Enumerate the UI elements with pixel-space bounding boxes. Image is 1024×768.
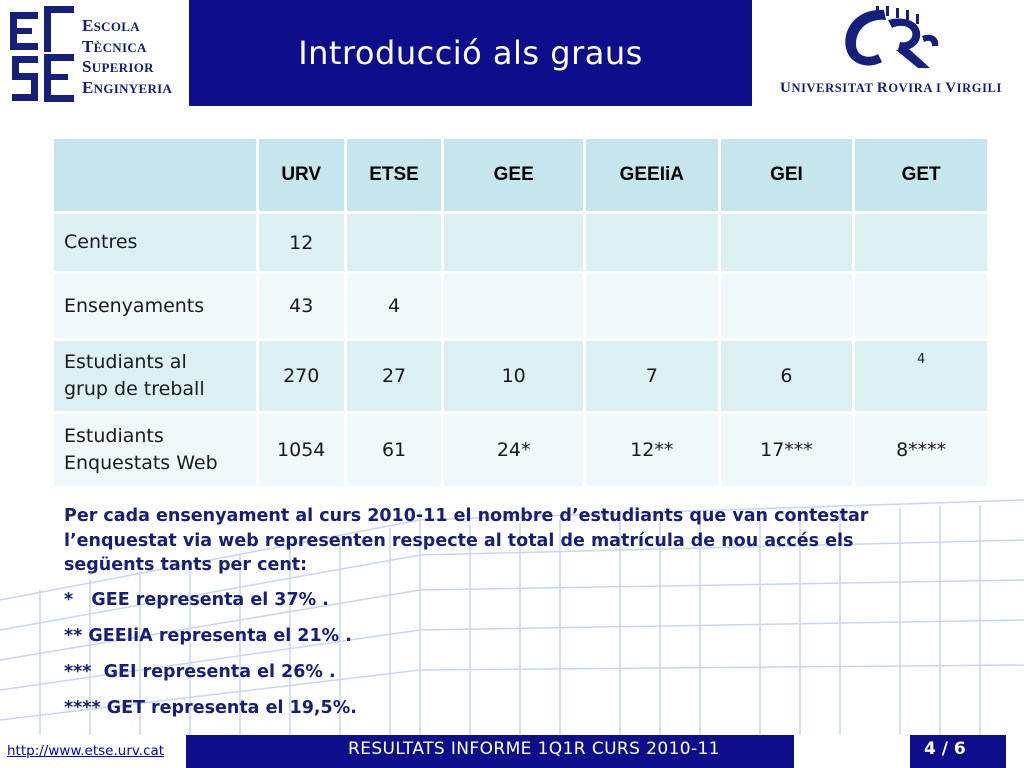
table-cell: 7	[586, 341, 718, 411]
row-label: Ensenyaments	[54, 274, 256, 338]
school-line-4: ENGINYERIA	[82, 77, 173, 97]
intro-line: l’enquestat via web representen respecte al total de matrícula de nou accés els	[64, 530, 854, 551]
slide-title-text: Introducció als graus	[298, 34, 643, 72]
table-cell: 27	[347, 341, 442, 411]
table-cell	[586, 214, 718, 271]
table-row-estudiants-web	[54, 414, 987, 486]
table-cell: 61	[347, 414, 442, 486]
header-geeiia: GEEIiA	[586, 139, 718, 211]
table-cell	[586, 274, 718, 338]
intro-line: Per cada ensenyament al curs 2010-11 el nombre d’estudiants que van contestar	[64, 506, 869, 526]
table-cell: 24*	[444, 414, 583, 486]
notes-section	[64, 504, 964, 732]
header-get: GET	[855, 139, 987, 211]
table-cell	[721, 274, 853, 338]
slide-footer	[0, 735, 1024, 768]
school-line-2: TÈCNICA	[82, 36, 147, 56]
table-cell: 12**	[586, 414, 718, 486]
table-cell: 17***	[721, 414, 853, 486]
table-cell: 4	[347, 274, 442, 338]
superscript-value: 4	[917, 352, 926, 368]
slide-title	[189, 0, 752, 106]
urv-logo	[780, 6, 1020, 106]
table-row-ensenyaments	[54, 274, 987, 338]
table-cell: 43	[259, 274, 344, 338]
urv-emblem-icon	[836, 6, 946, 74]
table-cell: 8****	[855, 414, 987, 486]
footnote-gei: *** GEI representa el 26% .	[64, 661, 336, 682]
etse-monogram-icon	[8, 6, 78, 102]
etse-website-link[interactable]: http://www.etse.urv.cat	[7, 743, 165, 759]
table-cell	[855, 274, 987, 338]
table-cell: 270	[259, 341, 344, 411]
header-empty	[54, 139, 256, 211]
header-etse: ETSE	[347, 139, 442, 211]
table-cell	[444, 214, 583, 271]
etse-school-name	[82, 16, 172, 98]
school-line-3: SUPERIOR	[82, 57, 154, 76]
row-label: Centres	[54, 214, 256, 271]
table-cell: 1054	[259, 414, 344, 486]
table-cell	[444, 274, 583, 338]
page-number: 4 / 6	[924, 739, 966, 759]
intro-line: següents tants per cent:	[64, 555, 308, 575]
footnote-get: **** GET representa el 19,5%.	[64, 697, 357, 718]
report-title: RESULTATS INFORME 1Q1R CURS 2010-11	[348, 739, 720, 759]
header-gei: GEI	[721, 139, 853, 211]
footnote-gee: * GEE representa el 37% .	[64, 589, 329, 610]
etse-logo	[8, 6, 183, 102]
students-table	[51, 136, 990, 489]
footnote-geeiia: ** GEEIiA representa el 21% .	[64, 625, 352, 646]
table-cell	[721, 214, 853, 271]
table-cell: 12	[259, 214, 344, 271]
table-row-centres	[54, 214, 987, 271]
notes-intro	[64, 504, 964, 578]
header-urv: URV	[259, 139, 344, 211]
table-cell	[855, 214, 987, 271]
header-gee: GEE	[444, 139, 583, 211]
university-name: UNIVERSITAT ROVIRA I VIRGILI	[780, 80, 1002, 96]
table-cell	[347, 214, 442, 271]
row-label: Estudiants al grup de treball	[54, 341, 256, 411]
table-cell: 10	[444, 341, 583, 411]
table-header-row	[54, 139, 987, 211]
table-row-estudiants-grup	[54, 341, 987, 411]
table-cell	[855, 341, 987, 411]
school-line-1: ESCOLA	[82, 16, 140, 35]
table-cell: 6	[721, 341, 853, 411]
row-label: Estudiants Enquestats Web	[54, 414, 256, 486]
